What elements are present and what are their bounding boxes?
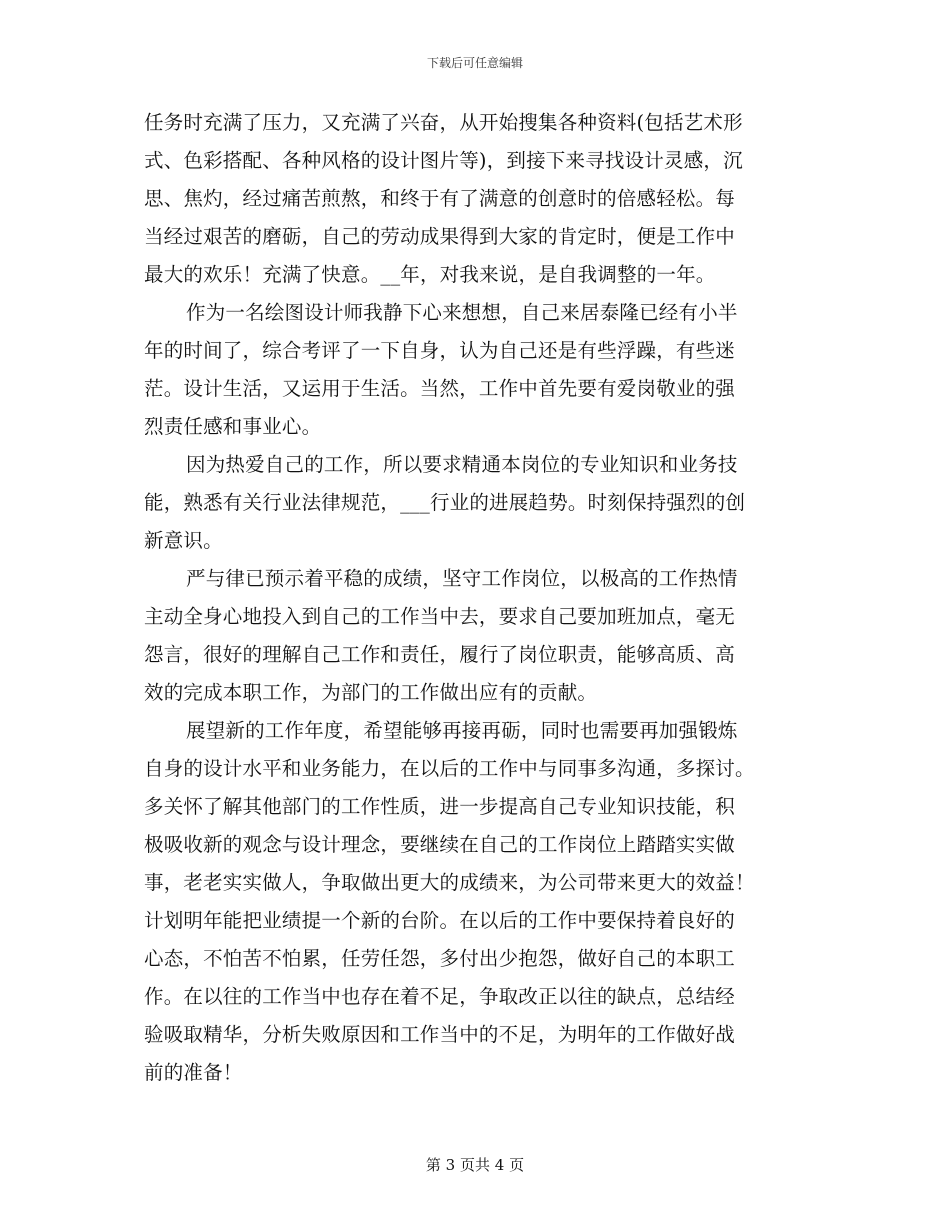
text-line: 效的完成本职工作，为部门的工作做出应有的贡献。 [144, 681, 598, 704]
text-line: 思、焦灼，经过痛苦煎熬，和终于有了满意的创意时的倍感轻松。每 [144, 187, 736, 210]
text-line: 自身的设计水平和业务能力，在以后的工作中与同事多沟通，多探讨。 [144, 757, 755, 780]
text-line: 能，熟悉有关行业法律规范，___行业的进展趋势。时刻保持强烈的创 [144, 491, 746, 514]
text-line: 主动全身心地投入到自己的工作当中去，要求自己要加班加点，毫无 [144, 605, 736, 628]
text-line: 式、色彩搭配、各种风格的设计图片等)，到接下来寻找设计灵感，沉 [144, 149, 743, 172]
paragraph [144, 712, 806, 1092]
text-line: 新意识。 [144, 529, 223, 552]
text-line: 任务时充满了压力，又充满了兴奋，从开始搜集各种资料(包括艺术形 [144, 111, 743, 134]
text-line: 茫。设计生活，又运用于生活。当然，工作中首先要有爱岗敬业的强 [144, 377, 736, 400]
document-body [144, 104, 806, 1092]
text-line: 年的时间了，综合考评了一下自身，认为自己还是有些浮躁，有些迷 [144, 339, 736, 362]
page-number: 第 3 页共 4 页 [425, 1156, 525, 1174]
text-line: 事，老老实实做人，争取做出更大的成绩来，为公司带来更大的效益！ [144, 871, 755, 894]
text-line: 当经过艰苦的磨砺，自己的劳动成果得到大家的肯定时，便是工作中 [144, 225, 736, 248]
paragraph [144, 560, 806, 712]
text-line: 验吸取精华，分析失败原因和工作当中的不足，为明年的工作做好战 [144, 1023, 736, 1046]
text-line: 作。在以往的工作当中也存在着不足，争取改正以往的缺点，总结经 [144, 985, 736, 1008]
paragraph [144, 104, 806, 294]
text-line: 严与律已预示着平稳的成绩，坚守工作岗位，以极高的工作热情 [186, 567, 738, 590]
text-line: 展望新的工作年度，希望能够再接再砺，同时也需要再加强锻炼 [186, 719, 738, 742]
text-line: 多关怀了解其他部门的工作性质，进一步提高自己专业知识技能，积 [144, 795, 736, 818]
text-line: 作为一名绘图设计师我静下心来想想，自己来居泰隆已经有小半 [186, 301, 738, 324]
text-line: 计划明年能把业绩提一个新的台阶。在以后的工作中要保持着良好的 [144, 909, 736, 932]
text-line: 心态，不怕苦不怕累，任劳任怨，多付出少抱怨，做好自己的本职工 [144, 947, 736, 970]
text-line: 怨言，很好的理解自己工作和责任，履行了岗位职责，能够高质、高 [144, 643, 736, 666]
text-line: 最大的欢乐！充满了快意。__年，对我来说，是自我调整的一年。 [144, 263, 716, 286]
text-line: 因为热爱自己的工作，所以要求精通本岗位的专业知识和业务技 [186, 453, 738, 476]
text-line: 极吸收新的观念与设计理念，要继续在自己的工作岗位上踏踏实实做 [144, 833, 736, 856]
text-line: 前的准备！ [144, 1061, 243, 1084]
paragraph [144, 446, 806, 560]
page-header: 下载后可任意编辑 [426, 56, 523, 70]
text-line: 烈责任感和事业心。 [144, 415, 322, 438]
paragraph [144, 294, 806, 446]
